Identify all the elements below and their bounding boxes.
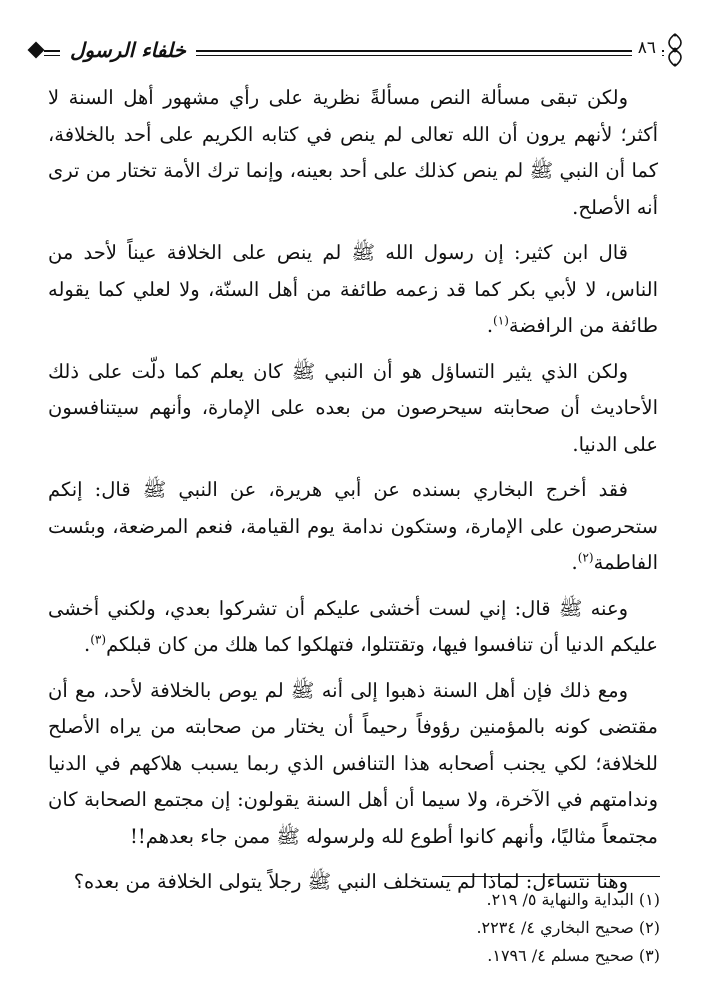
- footnotes: [240, 886, 660, 970]
- paragraph-text: ومع ذلك فإن أهل السنة ذهبوا إلى أنه ﷺ لم يوص بالخلافة لأحد، مع أن مقتضى كونه بالمؤمنين رؤوفاً رحيماً أن يختار من صحابته من يراه الأصلح للخلافة؛ لكي يجنب أصحابه هذا التنافس الذي ربما يسبب هلاكهم في الدنيا وندامتهم في الآخرة، ولا سيما أن أهل السنة يقولون: إن مجتمع الصحابة كان مجتمعاً مثاليًا، وأنهم كانوا أطوع لله ولرسوله ﷺ ممن جاء بعدهم!!: [48, 678, 658, 848]
- paragraph: [48, 354, 658, 464]
- footnote-ref[interactable]: (٣): [90, 632, 107, 647]
- paragraph-text: ولكن الذي يثير التساؤل هو أن النبي ﷺ كان يعلم كما دلّت على ذلك الأحاديث أن صحابته سيحرصون من بعده على الإمارة، وأنهم سيتنافسون على الدنيا.: [48, 359, 658, 456]
- paragraph: فقد أخرج البخاري بسنده عن أبي هريرة، عن النبي ﷺ قال: إنكم ستحرصون على الإمارة، وستكون ندامة يوم القيامة، فنعم المرضعة، وبئست الفاطمة$^{(٢)}$.: [48, 478, 658, 574]
- paragraph-text: قال ابن كثير: إن رسول الله ﷺ لم ينص على الخلافة عيناً لأحد من الناس، لا لأبي بكر كما قد زعمه طائفة من أهل السنّة، ولا لعلي كما يقوله طائفة من الرافضة: [48, 241, 658, 337]
- footnote-ref[interactable]: (١): [493, 313, 509, 328]
- paragraph: وعنه ﷺ قال: إني لست أخشى عليكم أن تشركوا بعدي، ولكني أخشى عليكم الدنيا أن تنافسوا فيها، وتقتتلوا، فتهلكوا كما هلك من كان قبلكم$^{(٣)}$.: [48, 596, 658, 656]
- footnote: (٣) صحيح مسلم ٤/ ١٧٩٦.: [487, 946, 660, 965]
- floral-ornament-icon: [664, 32, 686, 68]
- running-header: [22, 30, 686, 70]
- paragraph-text: وهنا نتساءل: لماذا لم يستخلف النبي ﷺ رجلاً يتولى الخلافة من بعده؟: [73, 870, 628, 893]
- paragraph: [48, 673, 658, 856]
- footnote-ref[interactable]: (٢): [577, 550, 594, 565]
- running-title: خلفاء الرسول: [60, 36, 196, 64]
- paragraph-text: ولكن تبقى مسألة النص مسألةً نظرية على رأي مشهور أهل السنة لا أكثر؛ لأنهم يرون أن الله تعالى لم ينص في كتابه الكريم على أحد بالخلافة، كما أن النبي ﷺ لم ينص كذلك على أحد بعينه، وإنما ترك الأمة تختار من ترى أنه الأصلح.: [48, 86, 658, 219]
- paragraph: [48, 80, 658, 226]
- diamond-ornament-icon: [28, 42, 45, 59]
- paragraph: قال ابن كثير: إن رسول الله ﷺ لم ينص على الخلافة عيناً لأحد من الناس، لا لأبي بكر كما قد زعمه طائفة من أهل السنّة، ولا لعلي كما يقوله طائفة من الرافضة$^{(١)}$.: [48, 241, 658, 337]
- footnote: (٢) صحيح البخاري ٤/ ٢٢٣٤.: [476, 918, 660, 937]
- paragraph-text: فقد أخرج البخاري بسنده عن أبي هريرة، عن النبي ﷺ قال: إنكم ستحرصون على الإمارة، وستكون ندامة يوم القيامة، فنعم المرضعة، وبئست الفاطمة: [48, 478, 658, 574]
- footnote-separator: [442, 876, 660, 877]
- paragraph-text: وعنه ﷺ قال: إني لست أخشى عليكم أن تشركوا بعدي، ولكني أخشى عليكم الدنيا أن تنافسوا فيها، وتقتتلوا، فتهلكوا كما هلك من كان قبلكم: [48, 596, 658, 656]
- body-text: [48, 80, 658, 910]
- footnote: (١) البداية والنهاية ٥/ ٢١٩.: [486, 890, 660, 909]
- page-number: ٨٦: [632, 34, 662, 62]
